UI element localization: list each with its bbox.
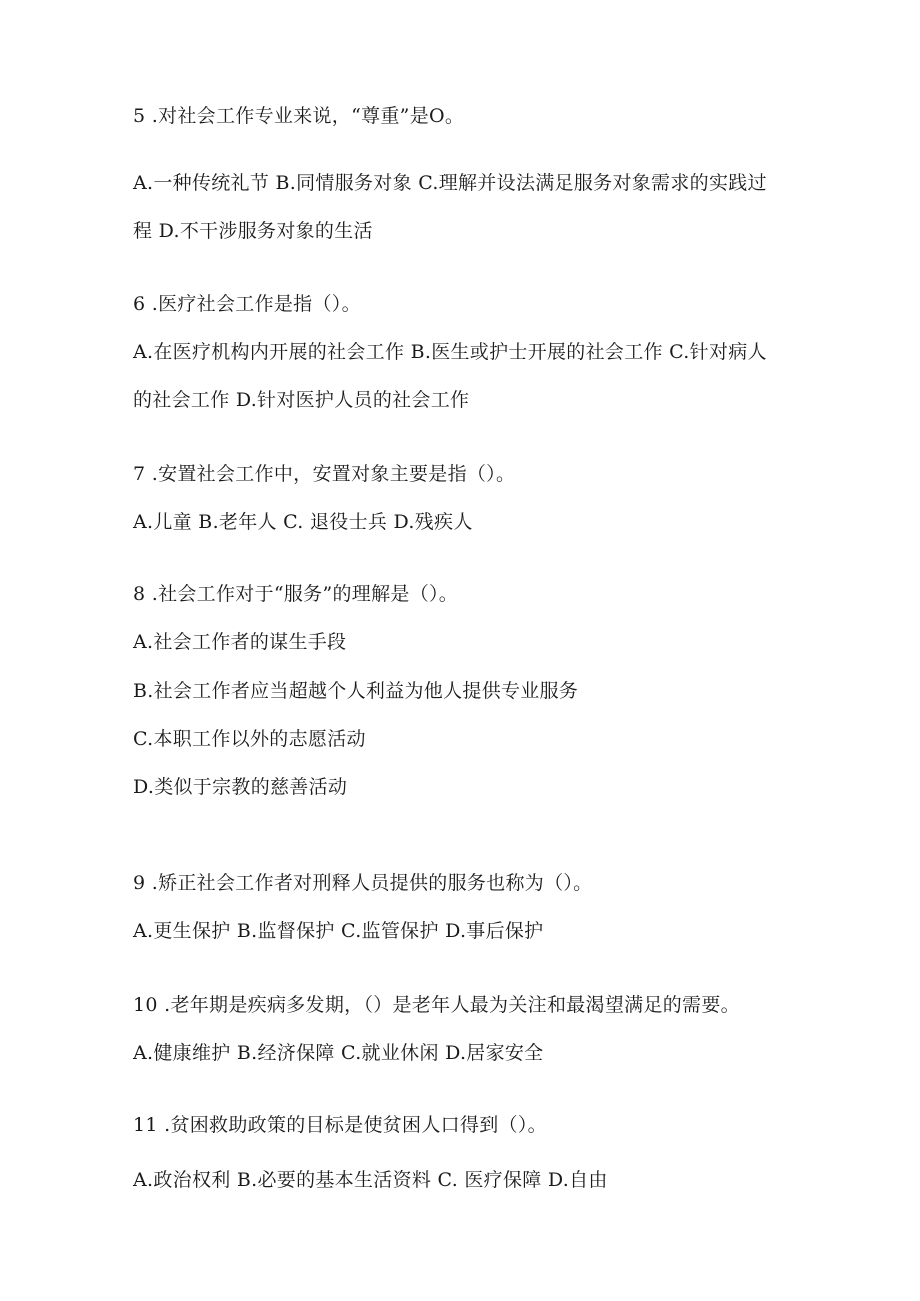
question-6-options-line-1: A.在医疗机构内开展的社会工作 B.医生或护士开展的社会工作 C.针对病人 — [133, 341, 767, 363]
question-8-option-c: C.本职工作以外的志愿活动 — [133, 728, 366, 750]
question-10-stem: 10 .老年期是疾病多发期，（）是老年人最为关注和最渴望满足的需要。 — [133, 994, 740, 1016]
question-11-options: A.政治权利 B.必要的基本生活资料 C. 医疗保障 D.自由 — [133, 1169, 608, 1191]
question-11-stem: 11 .贫困救助政策的目标是使贫困人口得到（）。 — [133, 1114, 547, 1136]
question-10-options: A.健康维护 B.经济保障 C.就业休闲 D.居家安全 — [133, 1042, 544, 1064]
question-8-option-a: A.社会工作者的谋生手段 — [133, 631, 347, 653]
question-8-option-d: D.类似于宗教的慈善活动 — [133, 776, 348, 798]
question-7-options: A.儿童 B.老年人 C. 退役士兵 D.残疾人 — [133, 511, 473, 533]
question-7-stem: 7 .安置社会工作中，安置对象主要是指（）。 — [133, 463, 516, 485]
question-5-options-line-1: A.一种传统礼节 B.同情服务对象 C.理解并设法满足服务对象需求的实践过 — [133, 172, 767, 194]
question-9-options: A.更生保护 B.监督保护 C.监管保护 D.事后保护 — [133, 920, 544, 942]
question-8-stem: 8 .社会工作对于“服务”的理解是（）。 — [133, 583, 459, 605]
question-8-option-b: B.社会工作者应当超越个人利益为他人提供专业服务 — [133, 680, 579, 702]
question-9-stem: 9 .矫正社会工作者对刑释人员提供的服务也称为（）。 — [133, 872, 593, 894]
question-5-stem: 5 .对社会工作专业来说，“尊重”是O。 — [133, 105, 465, 127]
question-5-options-line-2: 程 D.不干涉服务对象的生活 — [133, 220, 373, 242]
question-6-stem: 6 .医疗社会工作是指（）。 — [133, 293, 361, 315]
question-6-options-line-2: 的社会工作 D.针对医护人员的社会工作 — [133, 389, 470, 411]
